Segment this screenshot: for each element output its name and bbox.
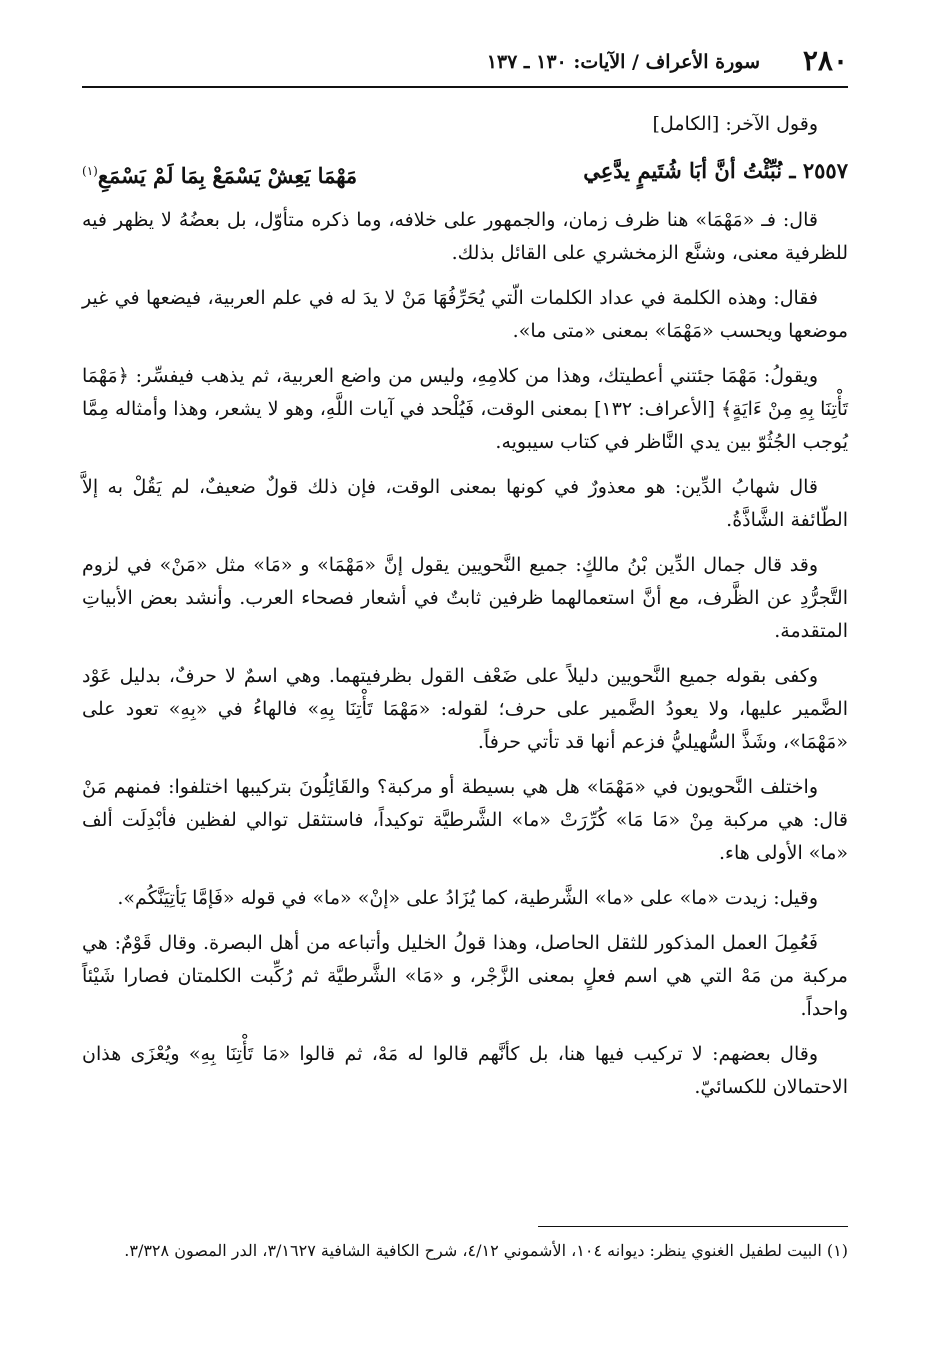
footnote-marker: (١) xyxy=(82,164,98,178)
poetry-verse xyxy=(82,153,848,194)
paragraph: وكفى بقوله جميع النَّحويين دليلاً على ضَعْف القول بظرفيتهما. وهي اسمٌ لا حرفٌ، بدليل عَوْد الضَّمير عليها، ولا يعودُ الضَّمير على حرف؛ لقوله: «مَهْمَا تَأْتِنَا بِهِ» فالهاءُ في «بِهِ» تعود على «مَهْمَا»، وشَذَّ السُّهيليُّ فزعم أنها قد تأتي حرفاً. xyxy=(82,665,848,753)
header-rule xyxy=(82,86,848,88)
paragraph: ويقولُ: مَهْمَا جئتني أعطيتك، وهذا من كلامِهِ، وليس من واضع العربية، ثم يذهب فيفسِّر: ﴿مَهْمَا تَأْتِنَا بِهِ مِنْ ءَايَةٍ﴾ [الأعراف: ١٣٢] بمعنى الوقت، فَيُلْحد في آيات اللَّهِ، وهو لا يشعر، وهذا وأمثاله مِمَّا يُوجب الجُثُوّ بين يدي النَّاظر في كتاب سيبويه. xyxy=(82,365,849,453)
meter-line: وقول الآخر: [الكامل] xyxy=(652,113,818,135)
main-text xyxy=(82,108,848,1116)
page-number: ٢٨٠ xyxy=(802,44,848,77)
paragraph: وقال بعضهم: لا تركيب فيها هنا، بل كأنَّهم قالوا له مَهْ، ثم قالوا «مَا تَأْتِنَا بِهِ» ويُعْزَى هذان الاحتمالان للكسائيّ. xyxy=(82,1043,848,1098)
footnote-rule xyxy=(538,1226,848,1227)
verse-first-hemistich: ٢٥٥٧ ـ نُبِّئْتُ أنَّ أبَا شُتَيمٍ يدَّعِي xyxy=(583,158,848,183)
paragraph: فقال: وهذه الكلمة في عداد الكلمات الّتي يُحَرِّفُهَا مَنْ لا يدَ له في علم العربية، فيضعها في غير موضعها ويحسب «مَهْمَا» بمعنى «متى ما». xyxy=(82,287,848,342)
paragraph: وقيل: زيدت «ما» على «ما» الشَّرطية، كما يُزَادُ على «إنْ» «ما» في قوله «فَإمَّا يَأتِيَنَّكُم». xyxy=(117,887,818,909)
paragraph: فَعُمِلَ العمل المذكور للثقل الحاصل، وهذا قولُ الخليل وأتباعه من أهل البصرة. وقال قَوْمٌ: هي مركبة من مَهْ التي هي اسم فعلٍ بمعنى الزَّجْر، و «مَا» الشَّرطيَّة ثم رُكِّبت الكلمتان فصارا شَيْئاً واحداً. xyxy=(82,932,848,1020)
paragraph: قال شهابُ الدِّين: هو معذورٌ في كونها بمعنى الوقت، فإن ذلك قولٌ ضعيفٌ، لم يَقُلْ به إلاَّ الطّائفة الشَّاذَّةُ. xyxy=(82,476,848,531)
verse-second-hemistich: مَهْمَا يَعِشْ يَسْمَعْ بِمَا لَمْ يَسْمَعِ$^{(١)}$ xyxy=(82,163,358,188)
running-title: سورة الأعراف / الآيات: ١٣٠ ـ ١٣٧ xyxy=(486,51,760,73)
paragraph: وقد قال جمال الدِّين بْنُ مالكٍ: جميع النَّحويين يقول إنَّ «مَهْمَا» و «مَا» مثل «مَنْ» في لزوم التَّجرُّدِ عن الظَّرف، مع أنَّ استعمالهما ظرفين ثابتٌ في أشعار فصحاء العرب. وأنشد بعض الأبياتِ المتقدمة. xyxy=(82,554,848,642)
footnote: (١) البيت لطفيل الغنوي ينظر: ديوانه ١٠٤، الأشموني ٤/١٢، شرح الكافية الشافية ٣/١٦٢٧، الدر المصون ٣/٣٢٨. xyxy=(124,1241,848,1260)
page-header xyxy=(82,40,848,82)
paragraph: واختلف النَّحويون في «مَهْمَا» هل هي بسيطة أو مركبة؟ والقَائِلُونَ بتركيبها اختلفوا: فمنهم مَنْ قال: هي مركبة مِنْ «مَا مَا» كُرِّرَتْ «ما» الشَّرطيَّة توكيداً، فاستثقل توالي لفظين فأبْدِلَت ألف «ما» الأولى هاء. xyxy=(82,776,848,864)
paragraph: قال: فـ «مَهْمَا» هنا ظرف زمان، والجمهور على خلافه، وما ذكره متأوّل، بل بعضُهُ لا يظهر فيه للظرفية معنى، وشنَّع الزمخشري على القائل بذلك. xyxy=(82,209,848,264)
